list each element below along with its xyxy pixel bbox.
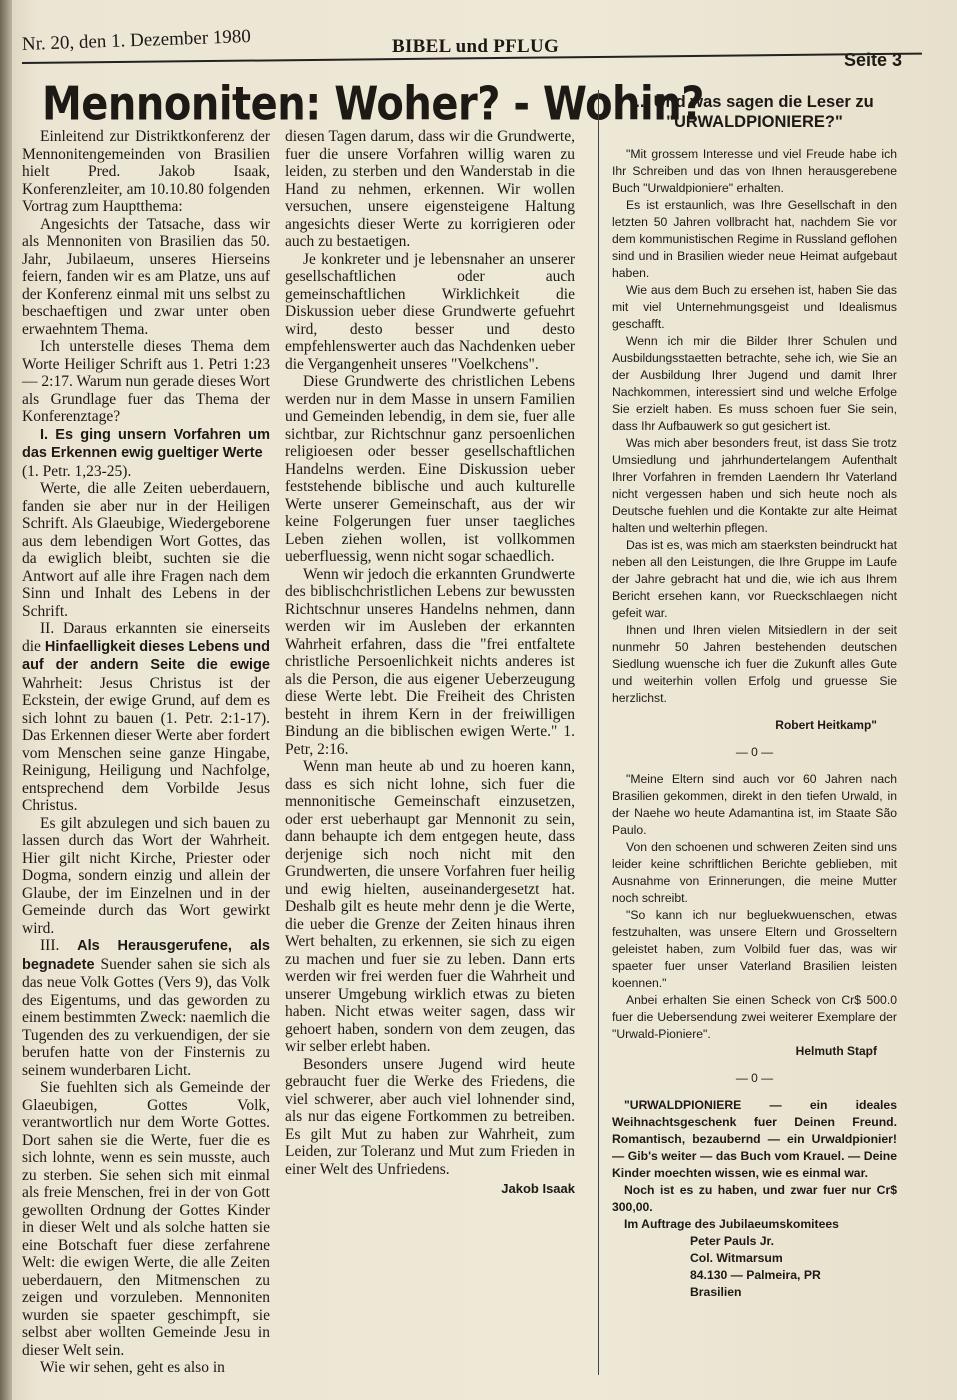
article-paragraph: Besonders unsere Jugend wird heute gebraucht fuer die Werke des Friedens, die viel schwerer, aber auch viel lohnender sind, als nur das eigene Fortkommen zu betreiben. Es gilt Mut zu haben zur Wahrheit, zum Leiden, zur Toleranz und Mut zum Frieden in einer Welt des Unfriedens. <box>285 1055 575 1178</box>
article-author: Jakob Isaak <box>501 1181 575 1196</box>
article-column-2 <box>285 128 575 1198</box>
section-3-paragraph <box>22 937 270 1079</box>
issue-date: Nr. 20, den 1. Dezember 1980 <box>21 26 252 55</box>
article-paragraph: Je konkreter und je lebensnaher an unserer gesellschaftlichen oder auch gemeinschaftlichen Wirklichkeit die Diskussion ueber diese Grundwerte gefuehrt wird, desto besser und desto empfehlenswerter auch das Nachdenken ueber die Vergangenheit unseres "Voelkchens". <box>285 250 575 373</box>
letter-paragraph: "Meine Eltern sind auch vor 60 Jahren nach Brasilien gekommen, direkt in den tiefen Urwald, in der Naehe wo heute Adamantina ist, im Staate São Paulo. <box>612 772 897 837</box>
ad-paragraph: Im Auftrage des Jubilaeumskomitees <box>624 1217 839 1231</box>
article-paragraph: Wie wir sehen, geht es also in <box>40 1359 225 1376</box>
section-3-text: Suender sahen sie sich als das neue Volk Gottes (Vers 9), das Volk des Eigentums, und das geworden zu einem bestimmten Zweck: naemlich die Tugenden des zu verkuendigen, der sie berufen hatte von der Finsternis zu seinem wunderbaren Licht. <box>22 955 270 1079</box>
section-heading-text: I. Es ging unsern Vorfahren um das Erkennen ewig gueltiger Werte <box>22 426 270 461</box>
page-header <box>22 28 912 72</box>
letter-signature: Helmuth Stapf <box>795 1044 877 1058</box>
section-2-text: Wahrheit: Jesus Christus ist der Eckstein, der ewige Grund, auf dem es sich lohnt zu bauen (1. Petr. 2:1-17). Das Erkennen dieser Werte aber fordert vom Menschen seine ganze Hingabe, Reinigung, Heiligung und Nachfolge, entsprechend dem Vorbilde Jesus Christus. <box>22 674 270 814</box>
section-2-bold: Hinfaelligkeit dieses Lebens und auf der andern Seite die ewige <box>22 638 270 673</box>
address-line: 84.130 — Palmeira, PR <box>690 1268 821 1282</box>
article-paragraph: diesen Tagen darum, dass wir die Grundwerte, fuer die unsere Vorfahren willig waren zu leiden, zu sterben und den Wanderstab in die Hand zu nehmen, erkennen. Wir wollen versuchen, unsere eigensteigene Haltung angesichts dieser Werte zu korrigieren oder auch zu bestaetigen. <box>285 128 575 250</box>
section-3-bold: Als Herausgerufene, als begnadete <box>22 938 270 973</box>
letter-paragraph: Was mich aber besonders freut, ist dass Sie trotz Umsiedlung und jahrhundertelangem Aufenthalt Ihrer Vorfahren in fremden Laendern Ihr Vaterland nicht vergessen haben und sich heute noch als Deutsche fuehlen und die Kontakte zur alte Heimat halten und welterhin pflegen. <box>612 436 897 535</box>
article-paragraph: Einleitend zur Distriktkonferenz der Mennonitengemeinden von Brasilien hielt Pred. Jakob Isaak, Konferenzleiter, am 10.10.80 folgenden Vortrag zum Hauptthema: <box>22 128 270 215</box>
letter-paragraph: Wenn ich mir die Bilder Ihrer Schulen und Ausbildungsstaetten betrachte, sehe ich, wie Sie an der Ausbildung Ihrer Jugend und damit Ihrer Nachkommen, interessiert sind und welche Erfolge Sie erzielt haben. Es muss schoen fuer Sie sein, dass Ihr Aufbauwerk so gut gesichert ist. <box>612 334 897 433</box>
readers-title: ... Und was sagen die Leser zu "URWALDPIONIERE?" <box>635 93 874 131</box>
address-name: Peter Pauls Jr. <box>690 1234 775 1248</box>
letter-paragraph: Es ist erstaunlich, was Ihre Gesellschaft in den letzten 50 Jahren vollbracht hat, nachdem Sie vor dem kommunistischen Regime in Russland geflohen sind und in Brasilien wieder neue Heimat aufgebaut haben. <box>612 198 897 280</box>
article-paragraph: Angesichts der Tatsache, dass wir als Mennoniten von Brasilien das 50. Jahr, Jubilaeum, unseres Hierseins feiern, fanden wir es am Platze, uns auf der Konferenz einmal mit uns selbst zu beschaeftigen und zwar unter oben erwaehntem Thema. <box>22 215 270 338</box>
column-divider <box>598 90 599 1375</box>
section-1-heading <box>22 426 270 463</box>
ad-address <box>612 1233 897 1301</box>
article-paragraph: Es gilt abzulegen und sich bauen zu lassen durch das Wort der Wahrheit. Hier gilt nicht Kirche, Priester oder Dogma, sondern einzig und allein der Glaube, der im Einzelnen und in der Gemeinde durch das Wort gewirkt wird. <box>22 814 270 937</box>
readers-column <box>612 92 897 1301</box>
section-2-paragraph <box>22 620 270 815</box>
section-divider: — 0 — <box>735 1071 774 1085</box>
section-1-reference: (1. Petr. 1,23-25). <box>22 462 132 480</box>
article-paragraph: Werte, die alle Zeiten ueberdauern, fanden sie aber nur in der Heiligen Schrift. Als Glaeubige, Wiedergeborene aus dem lebendigen Wort Gottes, das da ewiglich bleibt, suchten sie die Antwort auf alle ihre Fragen nach dem Sinn und Inhalt des Lebens in der Schrift. <box>22 480 270 620</box>
paper-name: BIBEL und PFLUG <box>392 36 560 57</box>
section-2-lead: II. Daraus erkannten sie einerseits die <box>22 620 270 655</box>
letter-signature: Robert Heitkamp" <box>775 718 877 732</box>
letter-paragraph: Das ist es, was mich am staerksten beindruckt hat neben all den Leistungen, die Ihre Gruppe im Laufe der Jahre gebracht hat und die, wie ich aus Ihrem Bericht ersehen kann, vor Rueckschlaegen nicht gefeit war. <box>612 538 897 620</box>
article-paragraph: Ich unterstelle dieses Thema dem Worte Heiliger Schrift aus 1. Petri 1:23 — 2:17. Warum nun gerade dieses Wort als Grundlage fuer das Thema der Konferenztage? <box>22 338 270 425</box>
ad-paragraph: Noch ist es zu haben, und zwar fuer nur Cr$ 300,00. <box>612 1183 897 1214</box>
article-paragraph: Diese Grundwerte des christlichen Lebens werden nur in dem Masse in unsern Familien und Gemeinden lebendig, in dem sie, fuer alle sichtbar, zur Richtschnur ganz persoenlichen religioesen oder besser gesellschaftlichen Handelns werden. Eine Diskussion ueber feststehende biblische und auch kulturelle Werte unserer Gemeinschaft, aus der wir keine Folgerungen fuer unser taegliches Leben ziehen wollen, ist vollkommen ueberfluessig, wenn nicht sogar schaedlich. <box>285 373 575 565</box>
letter-paragraph: Ihnen und Ihren vielen Mitsiedlern in der seit nunmehr 50 Jahren bestehenden deutschen Siedlung wuensche ich fuer die Zukunft alles Gute und weiterhin vollen Erfolg und gruesse Sie herzlichst. <box>612 623 897 705</box>
letter-paragraph: "Mit grossem Interesse und viel Freude habe ich Ihr Schreiben und das von Ihnen herausgerebene Buch "Urwaldpioniere" erhalten. <box>612 147 897 195</box>
ad-paragraph: "URWALDPIONIERE — ein ideales Weihnachtsgeschenk fuer Deinen Freund. Romantisch, bezaubernd — ein Urwaldpionier! — Gib's weiter — das Buch vom Krauel. — Deine Kinder moechten wissen, wie es einmal war. <box>612 1098 897 1180</box>
letter-paragraph: Von den schoenen und schweren Zeiten sind uns leider keine schriftlichen Berichte geblieben, mit Ausnahme von Erinnerungen, die meine Mutter noch schreibt. <box>612 840 897 905</box>
letter-paragraph: Wie aus dem Buch zu ersehen ist, haben Sie das mit viel Unternehmungsgeist und Idealismus geschafft. <box>612 283 897 331</box>
article-paragraph: Wenn wir jedoch die erkannten Grundwerte des biblischchristlichen Lebens zur bewussten Richtschnur unseres Handelns nehmen, dann werden wir im Ausleben der erkannten Wahrheit erfahren, dass die "frei entfaltete christliche Persoenlichkeit nichts anderes ist als die Person, die aus eigener Ueberzeugung diese Werte lebt. Die Freiheit des Christen besteht in ihrem Kern in der freiwilligen Bindung an die biblischen ewigen Werte." 1. Petr, 2:16. <box>285 565 575 758</box>
article-column-1 <box>22 128 270 1377</box>
page-number: Seite 3 <box>843 50 902 70</box>
letter-paragraph: Anbei erhalten Sie einen Scheck von Cr$ 500.0 fuer die Uebersendung zwei weiterer Exemplare der "Urwald-Pioniere". <box>612 993 897 1041</box>
address-line: Col. Witmarsum <box>690 1251 783 1265</box>
article-headline: Mennoniten: Woher? - Wohin? <box>42 78 704 131</box>
article-paragraph: Sie fuehlten sich als Gemeinde der Glaeubigen, Gottes Volk, verantwortlich nur dem Worte Gottes. Dort sahen sie die Werte, fuer die es sich lohnte, wenn es sein musste, auch zu sterben. Sie sehen sich mit einmal als freie Menschen, frei in der von Gott gewollten Ordnung der Gottes Kinder in dieser Welt und als solche hatten sie eine Botschaft fuer diese zerfahrene Welt: die ewigen Werte, die alle Zeiten ueberdauern, den Mitmenschen zu zeigen und vorzuleben. Mennoniten wurden sie spaeter geschimpft, sie selbst aber wollten Gemeinde Jesu in dieser Welt sein. <box>22 1079 270 1359</box>
book-advertisement <box>612 1097 897 1301</box>
section-3-lead: III. <box>40 937 60 954</box>
letter-paragraph: "So kann ich nur begluekwuenschen, etwas festzuhalten, was unsere Eltern und Grosseltern geleistet haben, zum Volbild fuer das, was wir spaeter fuer unser Vaterland Brasilien leisten koennen." <box>612 908 897 990</box>
article-paragraph: Wenn man heute ab und zu hoeren kann, dass es sich nicht lohne, sich fuer die mennonitische Gemeinschaft einzusetzen, oder erst ueberhaupt gar Mennonit zu sein, dann behaupte ich dem entgegen heute, dass derjenige sich noch nicht mit den Grundwerten, die unsere Vorfahren fuer heilig und ewig hielten, auseinandergesetzt hat. Deshalb gilt es heute mehr denn je die Werte, die ueber die Grenze der Zeiten hinaus ihren Wert behalten, zu erkennen, sie sich zu eigen zu machen und fuer sie zu leben. Dann erts werden wir frei werden fuer die Wahrheit und unserer Umgebung wirklich etwas zu bieten haben. Nicht etwas weiter sagen, dass wir gehoert haben, sondern von dem zeugen, das wir selber erlebt haben. <box>285 758 575 1055</box>
address-line: Brasilien <box>690 1285 742 1299</box>
section-divider: — 0 — <box>735 745 774 759</box>
binding-spine <box>0 0 12 1400</box>
